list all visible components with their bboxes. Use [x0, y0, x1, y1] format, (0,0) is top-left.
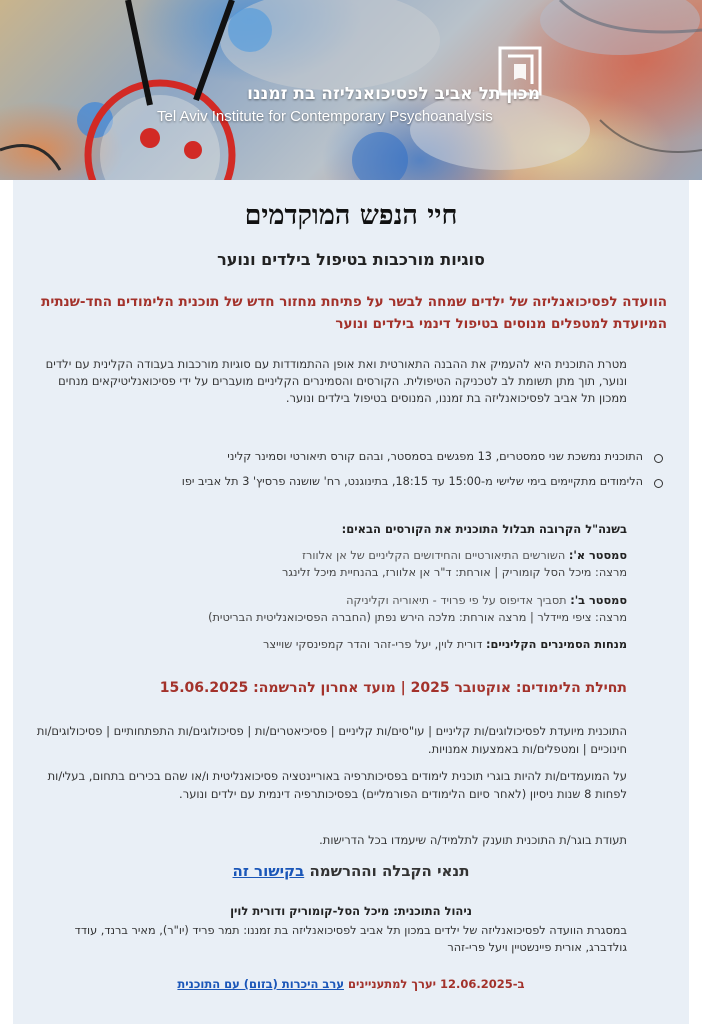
- seminar-block: [33, 636, 627, 653]
- registration-link[interactable]: בקישור זה: [232, 862, 305, 880]
- list-item: הלימודים מתקיימים בימי שלישי מ-15:00 עד 18:15, בתינוגנט, רח' שושנה פרסיץ' 3 תל אביב יפו: [19, 475, 667, 488]
- registration-heading: [13, 862, 689, 880]
- content-panel: [13, 180, 689, 1024]
- program-details-list: [19, 450, 667, 500]
- committee-text: במסגרת הוועדה לפסיכואנליזה של ילדים במכון תל אביב לפסיכואנליזה בת זמננו: תמר פריד (יו"ר), מאיר ברנד, עודד גולדברג, אורית פיינשטיין ויעל פרי-זהר: [74, 924, 627, 954]
- eligibility-paragraph: על המועמדים/ות להיות בוגרי תוכנית לימודים בפסיכותרפיה באוריינטציה פסיכואנליטית ו/או שהם בכירים בתחום, בעלי/ות לפחות 8 שנות ניסיון (לאחר סיום הלימודים הפורמליים) בפסיכותרפיה דינמית עם ילדים ונוער.: [47, 769, 627, 801]
- courses-heading: בשנה"ל הקרובה תבלול התוכנית את הקורסים הבאים:: [341, 522, 627, 536]
- program-management: ניהול התוכנית: מיכל הסל-קומוריק ודורית לוין: [230, 904, 472, 918]
- page-title: חיי הנפש המוקדמים: [244, 200, 458, 231]
- seminar-label: מנחות הסמינרים הקליניים:: [486, 638, 627, 651]
- audience-paragraph: התוכנית מיועדת לפסיכולוגים/ות קליניים | עו"סים/ות קליניים | פסיכיאטרים/ות | פסיכולוגים/ות התפתחותיים | פסיכולוגים/ות חינוכיים | ומטפלים/ות באמצעות אמנויות.: [36, 724, 627, 756]
- open-evening-prefix: ב-12.06.2025 יערך למתעניינים: [343, 977, 525, 991]
- semester-a-description: השורשים התיאורטיים והחידושים הקליניים של אן אלוורז: [302, 549, 569, 562]
- semester-b-description: תסביך אדיפוס על פי פרויד - תיאוריה וקליניקה: [346, 594, 571, 607]
- header-banner: [0, 0, 702, 180]
- list-item: התוכנית נמשכת שני סמסטרים, 13 מפגשים בסמסטר, ובהם קורס תיאורטי וסמינר קליני: [19, 450, 667, 463]
- open-evening-line: [13, 977, 689, 991]
- dates-line: תחילת הלימודים: אוקטובר 2025 | מועד אחרון להרשמה: 15.06.2025: [159, 680, 627, 696]
- page-subtitle: סוגיות מורכבות בטיפול בילדים ונוער: [217, 250, 485, 269]
- semester-b-block: [33, 592, 627, 626]
- semester-a-lecturer: מרצה: מיכל הסל קומוריק | אורחת: ד"ר אן אלוורז, בהנחיית מיכל זלינגר: [281, 566, 627, 579]
- institute-name-english: Tel Aviv Institute for Contemporary Psychoanalysis: [157, 108, 493, 125]
- seminar-names: דורית לוין, יעל פרי-זהר והדר קמפינסקי שוייצר: [263, 638, 487, 651]
- semester-b-lecturer: מרצה: ציפי מיידלר | מרצה אורחת: מלכה הירש נפתן (החברה הפסיכואנליטית הבריטית): [208, 611, 627, 624]
- institute-name-hebrew: מכון תל אביב לפסיכואנליזה בת זמננו: [247, 84, 540, 104]
- intro-paragraph: מטרת התוכנית היא להעמיק את ההבנה התאורטית ואת אופן ההתמודדות עם סוגיות מורכבות בעבודה הקלינית עם ילדים ונוער, תוך מתן תשומת לב לטכניקה הטיפולית. הקורסים והסמינרים הקליניים מועברים על ידי פסיכואנליטיקאים מנחים ממכון תל אביב לפסיכואנליזה בת זמננו, המנוסים בטיפול בילדים ונוער.: [45, 357, 627, 405]
- registration-text: תנאי הקבלה וההרשמה: [304, 862, 470, 880]
- announcement-text: הוועדה לפסיכואנליזה של ילדים שמחה לבשר על פתיחת מחזור חדש של תוכנית הלימודים החד-שנתית המיועדת למטפלים מנוסים בטיפול דינמי בילדים ונוער: [41, 294, 667, 332]
- semester-b-label: סמסטר ב':: [570, 594, 627, 607]
- open-evening-link[interactable]: ערב היכרות (בזום) עם התוכנית: [177, 977, 344, 991]
- semester-a-label: סמסטר א':: [568, 549, 627, 562]
- semester-a-block: [33, 547, 627, 581]
- certificate-text: תעודת בוגר/ת התוכנית תוענק לתלמיד/ה שיעמדו בכל הדרישות.: [319, 833, 627, 847]
